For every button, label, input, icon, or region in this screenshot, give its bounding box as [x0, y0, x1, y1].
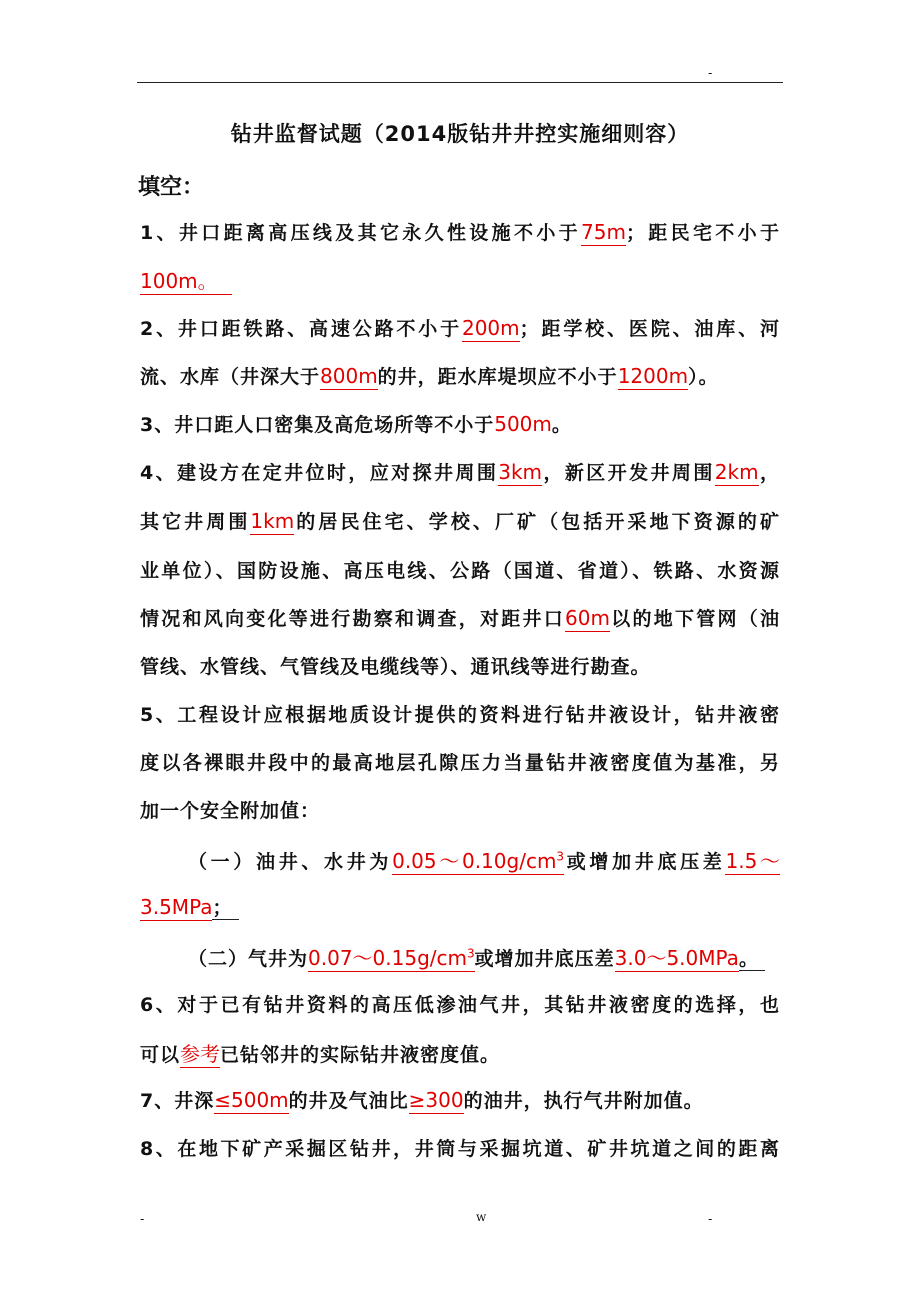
- header-rule: [137, 82, 783, 83]
- document-title: 钻井监督试题（2014版钻井井控实施细则容）: [230, 122, 690, 146]
- text: 0.05～0.10g/cm: [392, 849, 557, 873]
- text: 0.07～0.15g/cm: [308, 946, 467, 970]
- text: 或增加井底压差: [564, 851, 726, 873]
- answer-200m: 200m: [461, 316, 520, 340]
- text: 或增加井底压差: [474, 948, 615, 970]
- text: 的居民住宅、学校、厂矿（包括开采地下资源的矿: [294, 511, 780, 533]
- answer-reference: 参考: [180, 1042, 221, 1066]
- answer-500m: 500m: [494, 412, 552, 436]
- question-4-line-4: [140, 604, 780, 631]
- answer-1km: 1km: [250, 509, 295, 533]
- question-1-line-1: [140, 218, 780, 245]
- answer-pressure-1-5: 1.5～: [725, 849, 780, 873]
- superscript: 3: [467, 946, 475, 961]
- text: 8、在地下矿产采掘区钻井，井筒与采掘坑道、矿井坑道之间的距离: [140, 1138, 780, 1160]
- answer-75m: 75m: [581, 220, 626, 244]
- question-5-line-3: [140, 796, 320, 823]
- answer-oil-water-density: [392, 849, 564, 875]
- question-3: [140, 410, 572, 437]
- text: 7、井深: [140, 1090, 215, 1112]
- question-4-line-3: [140, 556, 780, 583]
- question-2-line-1: [140, 314, 780, 341]
- footer-left-mark: -: [140, 1212, 145, 1226]
- question-5-item-1-cont: [140, 893, 239, 920]
- question-5-line-2: [140, 748, 780, 775]
- question-6-line-2: [140, 1038, 500, 1067]
- text: 。: [551, 414, 572, 436]
- question-4-line-2: [140, 507, 780, 534]
- text: （一）油井、水井为: [188, 851, 393, 873]
- text: 加一个安全附加值：: [140, 800, 321, 822]
- text: 可以: [140, 1044, 181, 1066]
- question-2-line-2: [140, 362, 719, 389]
- answer-800m: 800m: [320, 364, 378, 388]
- answer-3km: 3km: [498, 460, 543, 484]
- text: 以的地下管网（油: [609, 608, 780, 630]
- answer-3-0-5-0mpa: 3.0～5.0MPa: [614, 946, 739, 970]
- text: 3、井口距人口密集及高危场所等不小于: [140, 414, 495, 436]
- text: ；距民宅不小于: [625, 222, 780, 244]
- question-5-item-1: [188, 845, 780, 874]
- text: ，: [758, 462, 780, 484]
- text: ，新区开发井周围: [542, 462, 715, 484]
- text: ；: [212, 897, 238, 920]
- answer-1200m: 1200m: [617, 364, 689, 388]
- answer-100m: 100m。: [140, 269, 232, 295]
- question-1-line-2: [140, 265, 232, 294]
- answer-gor-300: ≥300: [408, 1088, 464, 1112]
- text: 的井，距水库堤坝应不小于: [377, 366, 618, 388]
- text: 6、对于已有钻井资料的高压低渗油气井，其钻井液密度的选择，也: [140, 994, 780, 1016]
- superscript: 3: [556, 849, 565, 864]
- text: 的井及气油比: [288, 1090, 409, 1112]
- text: 已钻邻井的实际钻井液密度值。: [220, 1044, 501, 1066]
- text: 其它井周围: [140, 511, 251, 533]
- text: 的油井，执行气井附加值。: [463, 1090, 704, 1112]
- question-6-line-1: [140, 990, 780, 1017]
- question-5-item-2: [188, 942, 765, 971]
- text: 流、水库（井深大于: [140, 366, 321, 388]
- answer-gas-density: [308, 946, 475, 972]
- answer-2km: 2km: [714, 460, 759, 484]
- text: 管线、水管线、气管线及电缆线等）、通讯线等进行勘查。: [140, 656, 651, 678]
- text: 业单位）、国防设施、高压电线、公路（国道、省道）、铁路、水资源: [140, 560, 780, 582]
- footer-center-mark: w: [476, 1210, 487, 1224]
- text: 1、井口距离高压线及其它永久性设施不小于: [140, 222, 581, 244]
- answer-3-5mpa: 3.5MPa: [140, 895, 213, 919]
- text: ）。: [688, 366, 719, 388]
- text: 。: [739, 948, 765, 971]
- question-5-line-1: [140, 700, 780, 727]
- section-heading: 填空：: [138, 175, 205, 200]
- question-7: [140, 1086, 704, 1113]
- question-4-line-5: [140, 652, 651, 679]
- text: 情况和风向变化等进行勘察和调查，对距井口: [140, 608, 566, 630]
- text: （二）气井为: [188, 948, 309, 970]
- footer-right-mark: -: [708, 1212, 713, 1226]
- question-8-line-1: [140, 1134, 780, 1161]
- answer-60m: 60m: [565, 606, 610, 630]
- text: 4、建设方在定井位时，应对探井周围: [140, 462, 499, 484]
- text: 度以各裸眼井段中的最高地层孔隙压力当量钻井液密度值为基准，另: [140, 752, 780, 774]
- text: ；距学校、医院、油库、河: [519, 318, 780, 340]
- question-4-line-1: [140, 458, 780, 485]
- text: 2、井口距铁路、高速公路不小于: [140, 318, 462, 340]
- text: 5、工程设计应根据地质设计提供的资料进行钻井液设计，钻井液密: [140, 704, 780, 726]
- header-mark: -: [708, 66, 713, 80]
- answer-depth-500m: ≤500m: [214, 1088, 289, 1112]
